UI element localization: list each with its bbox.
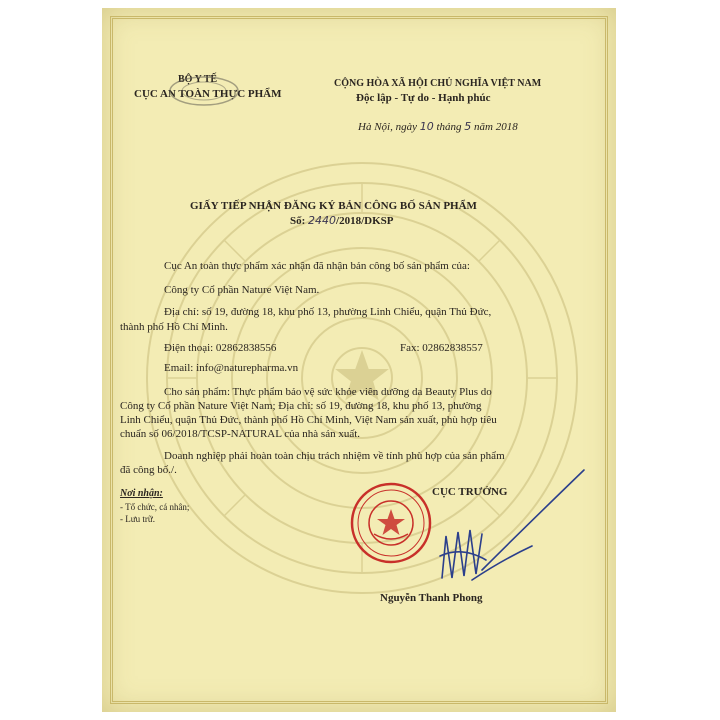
number-handwritten: 2440 (308, 214, 337, 227)
document-title: GIẤY TIẾP NHẬN ĐĂNG KÝ BẢN CÔNG BỐ SẢN PHẨM (190, 200, 477, 212)
recipients-label: Nơi nhận: (120, 488, 163, 499)
number-prefix: Số: (290, 215, 306, 227)
date-month-label: tháng (436, 121, 462, 133)
responsibility-line-1: Doanh nghiệp phải hoàn toàn chịu trách nhiệm về tính phù hợp của sản phẩm (164, 450, 505, 462)
product-line-2: Công ty Cổ phần Nature Việt Nam; Địa chỉ: số 19, đường 18, khu phố 13, phường (120, 400, 482, 412)
recipient-item: - Tổ chức, cá nhân; (120, 502, 190, 512)
signer-name: Nguyễn Thanh Phong (380, 592, 483, 604)
agency-emblem-icon (166, 74, 242, 108)
number-suffix: /2018/DKSP (336, 215, 394, 227)
handwritten-signature-icon (412, 460, 588, 600)
date-month: 5 (464, 120, 472, 133)
agency-name: CỤC AN TOÀN THỰC PHẨM (134, 88, 282, 100)
document-number (290, 214, 393, 227)
certificate-page (102, 8, 616, 712)
intro-text: Cục An toàn thực phẩm xác nhận đã nhận bản công bố sản phẩm của: (164, 260, 470, 272)
responsibility-line-2: đã công bố./. (120, 464, 177, 476)
ministry-name: BỘ Y TẾ (178, 74, 218, 85)
product-line-1: Cho sản phẩm: Thực phẩm bảo vệ sức khỏe viên dưỡng da Beauty Plus do (164, 386, 492, 398)
address-line-1: Địa chỉ: số 19, đường 18, khu phố 13, phường Linh Chiểu, quận Thủ Đức, (164, 306, 492, 318)
product-line-3: Linh Chiểu, quận Thủ Đức, thành phố Hồ Chí Minh, Việt Nam sản xuất, phù hợp tiêu (120, 414, 497, 426)
email-address: Email: info@naturepharma.vn (164, 362, 299, 374)
date-prefix: Hà Nội, ngày (358, 121, 417, 133)
national-motto: Độc lập - Tự do - Hạnh phúc (356, 92, 491, 104)
company-name: Công ty Cổ phần Nature Việt Nam. (164, 284, 320, 296)
fax-number: Fax: 02862838557 (400, 342, 483, 354)
address-line-2: thành phố Hồ Chí Minh. (120, 321, 228, 333)
phone-number: Điện thoại: 02862838556 (164, 342, 277, 354)
signer-position: CỤC TRƯỞNG (432, 486, 508, 498)
republic-name: CỘNG HÒA XÃ HỘI CHỦ NGHĨA VIỆT NAM (334, 78, 542, 89)
recipient-item: - Lưu trữ. (120, 514, 155, 524)
date-day: 10 (419, 120, 434, 133)
product-line-4: chuẩn số 06/2018/TCSP-NATURAL của nhà sản xuất. (120, 428, 361, 440)
date-year: năm 2018 (474, 121, 518, 133)
issue-date (358, 120, 518, 133)
